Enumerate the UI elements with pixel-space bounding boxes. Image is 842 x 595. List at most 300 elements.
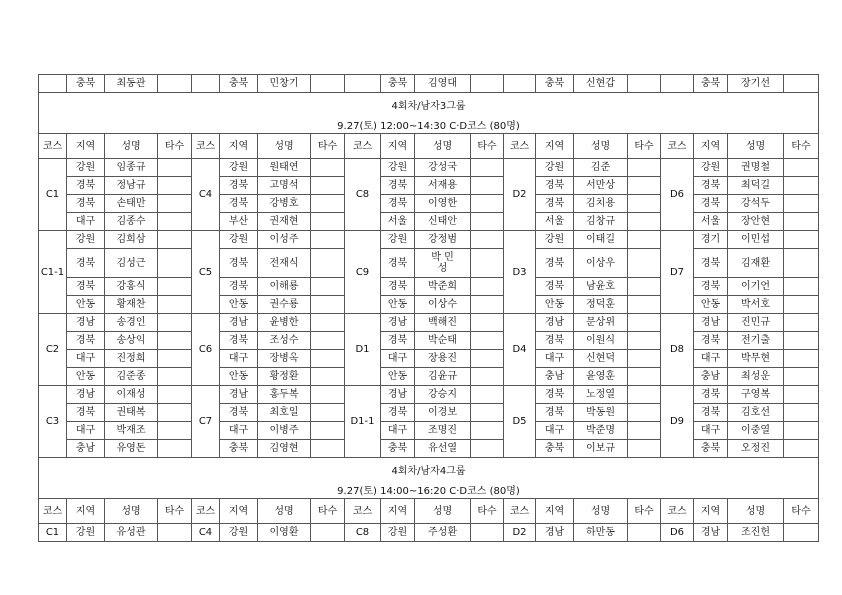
region-header: 지역 [536,134,574,159]
region-cell: 강원 [381,231,415,249]
name-cell: 유성관 [105,524,158,542]
course-cell: C1 [39,159,67,231]
name-cell: 홍두복 [258,386,311,404]
score-cell [628,332,661,350]
region-cell: 충북 [694,75,728,93]
score-cell [784,404,819,422]
group-title: 4회차/남자3그룹 [39,93,819,120]
score-cell [471,350,504,368]
region-header: 지역 [220,134,258,159]
region-cell: 충북 [381,75,415,93]
name-header: 성명 [415,499,471,524]
course-cell: D3 [504,231,536,314]
name-cell: 김영대 [415,75,471,93]
group-subtitle: 9.27(토) 12:00~14:30 C·D코스 (80명) [39,119,819,134]
region-cell: 강원 [536,231,574,249]
course-header: 코스 [345,134,381,159]
name-cell: 황정환 [258,368,311,386]
score-cell [628,440,661,458]
region-cell: 서울 [536,213,574,231]
region-cell: 대구 [67,422,105,440]
region-cell: 대구 [694,422,728,440]
name-cell: 이원식 [574,332,628,350]
region-header: 지역 [381,499,415,524]
name-cell: 권수룡 [258,296,311,314]
region-cell: 경북 [381,195,415,213]
region-cell: 경남 [67,386,105,404]
score-cell [628,249,661,278]
group-subtitle: 9.27(토) 14:00~16:20 C·D코스 (80명) [39,484,819,499]
name-cell: 조진헌 [728,524,784,542]
course-cell: D4 [504,314,536,386]
region-cell: 경북 [67,404,105,422]
score-cell [628,386,661,404]
name-cell: 이민섭 [728,231,784,249]
score-header: 타수 [311,134,345,159]
score-cell [628,404,661,422]
score-cell [311,524,345,542]
score-cell [784,314,819,332]
score-cell [784,524,819,542]
score-cell [628,195,661,213]
name-cell: 최동관 [105,75,158,93]
region-cell: 충북 [694,440,728,458]
score-cell [784,440,819,458]
score-cell [311,195,345,213]
course-cell [504,75,536,93]
name-cell: 신현갑 [574,75,628,93]
name-cell: 이영환 [258,524,311,542]
score-cell [471,177,504,195]
region-cell: 경북 [381,249,415,278]
name-cell: 박서호 [728,296,784,314]
name-cell: 이상수 [415,296,471,314]
course-cell: C6 [192,314,220,386]
score-cell [471,368,504,386]
region-cell: 경남 [381,386,415,404]
name-cell: 박재조 [105,422,158,440]
region-cell: 경북 [220,278,258,296]
name-cell: 김희삼 [105,231,158,249]
course-cell: D5 [504,386,536,458]
score-cell [471,422,504,440]
region-cell: 경북 [536,332,574,350]
region-cell: 경남 [67,314,105,332]
region-cell: 경북 [694,195,728,213]
course-cell: D6 [661,524,694,542]
name-cell: 김영현 [258,440,311,458]
score-cell [311,177,345,195]
score-cell [471,404,504,422]
name-cell: 박무현 [728,350,784,368]
course-cell: D1-1 [345,386,381,458]
score-cell [628,75,661,93]
region-cell: 충북 [381,440,415,458]
score-cell [311,350,345,368]
score-cell [158,314,192,332]
name-cell: 문상위 [574,314,628,332]
name-cell: 권재현 [258,213,311,231]
score-cell [158,332,192,350]
score-cell [158,278,192,296]
region-cell: 강원 [536,159,574,177]
score-header: 타수 [784,134,819,159]
region-cell: 경북 [381,278,415,296]
score-header: 타수 [311,499,345,524]
name-cell: 이재성 [105,386,158,404]
region-cell: 안동 [694,296,728,314]
schedule-table [38,74,819,542]
score-cell [471,332,504,350]
region-cell: 충북 [536,75,574,93]
score-cell [628,159,661,177]
course-header: 코스 [504,134,536,159]
region-cell: 안동 [536,296,574,314]
name-cell: 강병호 [258,195,311,213]
score-cell [784,231,819,249]
region-cell: 강원 [220,524,258,542]
region-header: 지역 [67,134,105,159]
region-cell: 대구 [536,422,574,440]
region-cell: 경북 [220,195,258,213]
course-header: 코스 [345,499,381,524]
name-cell: 박 민성 [415,249,471,278]
course-cell [345,75,381,93]
name-header: 성명 [574,134,628,159]
score-cell [311,278,345,296]
region-header: 지역 [381,134,415,159]
region-cell: 안동 [220,296,258,314]
score-cell [311,314,345,332]
region-cell: 경북 [220,404,258,422]
region-cell: 경남 [220,314,258,332]
course-cell: C3 [39,386,67,458]
region-cell: 서울 [381,213,415,231]
course-cell: C8 [345,524,381,542]
region-cell: 경북 [694,386,728,404]
name-cell: 윤영훈 [574,368,628,386]
region-cell: 대구 [67,213,105,231]
score-cell [784,386,819,404]
course-cell: C8 [345,159,381,231]
score-cell [628,231,661,249]
region-header: 지역 [694,499,728,524]
name-cell: 박준희 [415,278,471,296]
region-cell: 안동 [67,368,105,386]
name-cell: 신현덕 [574,350,628,368]
score-cell [471,159,504,177]
course-cell: C1-1 [39,231,67,314]
score-cell [158,350,192,368]
region-cell: 경북 [536,195,574,213]
score-header: 타수 [471,134,504,159]
name-cell: 이병주 [258,422,311,440]
region-cell: 경북 [694,278,728,296]
name-cell: 김치용 [574,195,628,213]
region-cell: 경북 [694,177,728,195]
score-cell [158,440,192,458]
region-cell: 충북 [220,75,258,93]
name-cell: 이경보 [415,404,471,422]
region-cell: 강원 [220,231,258,249]
name-cell: 박동원 [574,404,628,422]
region-cell: 강원 [67,231,105,249]
region-cell: 충남 [536,368,574,386]
score-cell [784,195,819,213]
name-cell: 이성주 [258,231,311,249]
score-cell [158,195,192,213]
score-cell [471,386,504,404]
region-header: 지역 [694,134,728,159]
name-cell: 정남규 [105,177,158,195]
score-cell [158,368,192,386]
score-cell [158,231,192,249]
region-cell: 경남 [694,524,728,542]
name-cell: 권명철 [728,159,784,177]
name-cell: 최성운 [728,368,784,386]
score-cell [784,177,819,195]
score-cell [471,524,504,542]
name-cell: 이보규 [574,440,628,458]
name-header: 성명 [258,499,311,524]
score-cell [158,296,192,314]
score-cell [471,195,504,213]
score-cell [311,159,345,177]
score-cell [628,422,661,440]
group-title: 4회차/남자4그룹 [39,458,819,485]
score-cell [628,177,661,195]
name-header: 성명 [415,134,471,159]
name-cell: 장안현 [728,213,784,231]
course-cell: C9 [345,231,381,314]
region-cell: 경북 [536,404,574,422]
region-cell: 경남 [536,524,574,542]
score-cell [158,177,192,195]
region-cell: 부산 [220,213,258,231]
score-cell [311,422,345,440]
region-cell: 충남 [694,368,728,386]
name-cell: 김윤규 [415,368,471,386]
name-cell: 오정진 [728,440,784,458]
name-cell: 이중열 [728,422,784,440]
region-cell: 경북 [220,177,258,195]
course-cell [661,75,694,93]
name-cell: 서재용 [415,177,471,195]
name-cell: 원태연 [258,159,311,177]
score-cell [628,314,661,332]
name-cell: 서만상 [574,177,628,195]
score-cell [158,404,192,422]
region-cell: 충남 [67,440,105,458]
name-cell: 하만동 [574,524,628,542]
name-cell: 이영한 [415,195,471,213]
score-cell [628,213,661,231]
score-cell [784,350,819,368]
region-cell: 경북 [220,249,258,278]
region-cell: 경남 [694,314,728,332]
name-cell: 윤병한 [258,314,311,332]
name-cell: 최호일 [258,404,311,422]
score-cell [784,75,819,93]
name-cell: 최덕길 [728,177,784,195]
region-header: 지역 [67,499,105,524]
name-cell: 권태복 [105,404,158,422]
region-cell: 경북 [381,404,415,422]
score-cell [158,213,192,231]
course-cell: D6 [661,159,694,231]
course-header: 코스 [39,499,67,524]
name-cell: 김준 [574,159,628,177]
name-cell: 전재식 [258,249,311,278]
name-header: 성명 [574,499,628,524]
course-cell [192,75,220,93]
region-cell: 안동 [381,296,415,314]
region-cell: 경북 [694,249,728,278]
region-cell: 대구 [67,350,105,368]
name-header: 성명 [105,499,158,524]
name-cell: 주성환 [415,524,471,542]
score-cell [311,368,345,386]
course-header: 코스 [192,499,220,524]
region-cell: 경남 [220,386,258,404]
score-cell [628,368,661,386]
course-cell: C5 [192,231,220,314]
name-cell: 유영돈 [105,440,158,458]
name-cell: 박순태 [415,332,471,350]
score-cell [311,249,345,278]
name-cell: 진정희 [105,350,158,368]
region-cell: 경북 [536,386,574,404]
name-cell: 강정범 [415,231,471,249]
score-cell [628,278,661,296]
region-cell: 경북 [536,278,574,296]
region-cell: 대구 [381,422,415,440]
name-header: 성명 [728,499,784,524]
region-cell: 경북 [381,332,415,350]
score-cell [158,159,192,177]
name-cell: 김준종 [105,368,158,386]
course-cell: C1 [39,524,67,542]
score-cell [628,524,661,542]
course-header: 코스 [192,134,220,159]
score-cell [471,213,504,231]
region-cell: 강원 [67,159,105,177]
course-cell: D7 [661,231,694,314]
region-cell: 경북 [67,195,105,213]
name-cell: 강홍식 [105,278,158,296]
name-cell: 남윤호 [574,278,628,296]
score-cell [471,314,504,332]
name-cell: 강성국 [415,159,471,177]
name-cell: 강승지 [415,386,471,404]
name-cell: 정덕훈 [574,296,628,314]
region-cell: 경기 [694,231,728,249]
region-cell: 충북 [536,440,574,458]
course-cell: C4 [192,159,220,231]
score-cell [784,213,819,231]
region-cell: 경북 [536,249,574,278]
name-cell: 고명석 [258,177,311,195]
score-cell [311,404,345,422]
region-cell: 경북 [67,249,105,278]
name-cell: 민창기 [258,75,311,93]
name-cell: 백해진 [415,314,471,332]
name-cell: 유선열 [415,440,471,458]
name-cell: 장용진 [415,350,471,368]
course-cell: D8 [661,314,694,386]
score-cell [311,213,345,231]
score-cell [784,368,819,386]
name-cell: 조성수 [258,332,311,350]
region-cell: 안동 [67,296,105,314]
score-cell [471,278,504,296]
name-cell: 김재환 [728,249,784,278]
region-cell: 서울 [694,213,728,231]
score-header: 타수 [628,134,661,159]
score-cell [784,278,819,296]
score-header: 타수 [628,499,661,524]
score-cell [628,296,661,314]
score-cell [158,524,192,542]
course-header: 코스 [661,499,694,524]
course-header: 코스 [504,499,536,524]
region-cell: 대구 [381,350,415,368]
score-cell [311,332,345,350]
region-cell: 안동 [381,368,415,386]
score-header: 타수 [471,499,504,524]
name-cell: 강석두 [728,195,784,213]
region-cell: 경북 [67,177,105,195]
course-cell [39,75,67,93]
course-cell: D9 [661,386,694,458]
region-cell: 경북 [536,177,574,195]
region-cell: 대구 [220,422,258,440]
name-cell: 신태안 [415,213,471,231]
score-header: 타수 [158,499,192,524]
score-cell [784,422,819,440]
name-cell: 박준명 [574,422,628,440]
score-cell [628,350,661,368]
course-cell: C2 [39,314,67,386]
region-cell: 강원 [220,159,258,177]
name-cell: 조명진 [415,422,471,440]
score-cell [784,159,819,177]
score-cell [311,296,345,314]
score-cell [158,422,192,440]
name-cell: 이해룡 [258,278,311,296]
name-cell: 송상익 [105,332,158,350]
region-cell: 경남 [381,314,415,332]
course-cell: D1 [345,314,381,386]
region-cell: 대구 [694,350,728,368]
region-cell: 강원 [694,159,728,177]
region-header: 지역 [220,499,258,524]
name-cell: 진민규 [728,314,784,332]
name-cell: 이상우 [574,249,628,278]
score-cell [311,231,345,249]
score-cell [158,249,192,278]
region-cell: 경북 [694,332,728,350]
name-cell: 황재찬 [105,296,158,314]
course-header: 코스 [39,134,67,159]
score-cell [311,386,345,404]
score-cell [311,75,345,93]
region-cell: 경북 [67,278,105,296]
region-cell: 대구 [536,350,574,368]
score-cell [158,386,192,404]
score-cell [471,231,504,249]
course-header: 코스 [661,134,694,159]
